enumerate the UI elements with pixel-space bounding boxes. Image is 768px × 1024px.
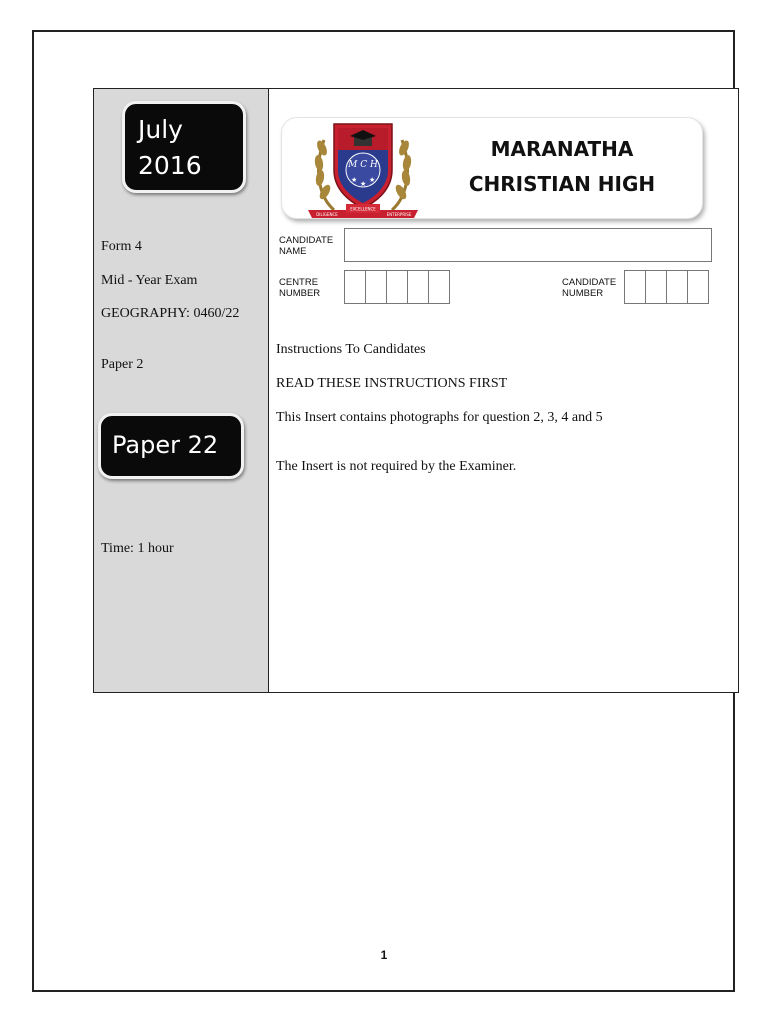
centre-digit-box[interactable]	[408, 270, 429, 304]
form-label: Form 4	[101, 239, 142, 254]
school-name-line1: MARANATHA	[490, 137, 634, 161]
centre-digit-box[interactable]	[366, 270, 387, 304]
time-label: Time: 1 hour	[101, 541, 174, 556]
instructions-read-first: READ THESE INSTRUCTIONS FIRST	[276, 376, 508, 391]
candidate-digit-box[interactable]	[688, 270, 709, 304]
ribbon-enterprise: ENTERPRISE	[386, 212, 412, 217]
page-number: 1	[380, 948, 388, 962]
instructions-line-1: This Insert contains photographs for question 2, 3, 4 and 5	[276, 410, 603, 425]
date-year: 2016	[138, 151, 202, 180]
instructions-line-2: The Insert is not required by the Examiner.	[276, 459, 517, 474]
ribbon-excellence: EXCELLENCE	[350, 206, 376, 212]
instructions-heading: Instructions To Candidates	[276, 342, 426, 357]
candidate-digit-box[interactable]	[624, 270, 646, 304]
sidebar	[94, 89, 269, 692]
crest-monogram: M C H	[348, 160, 378, 170]
school-name-line2: CHRISTIAN HIGH	[468, 172, 656, 196]
candidate-digit-box[interactable]	[667, 270, 688, 304]
candidate-number-label: CANDIDATE NUMBER	[562, 277, 617, 299]
candidate-number-field[interactable]	[624, 270, 709, 304]
date-badge	[122, 101, 246, 193]
centre-number-label: CENTRE NUMBER	[279, 277, 321, 299]
subject-label: GEOGRAPHY: 0460/22	[101, 306, 240, 321]
centre-number-field[interactable]	[344, 270, 450, 304]
cover-panel	[93, 88, 739, 693]
centre-digit-box[interactable]	[344, 270, 366, 304]
candidate-name-field[interactable]	[344, 228, 712, 262]
svg-text:★: ★	[351, 176, 358, 184]
school-header-card	[281, 117, 703, 219]
paper-label: Paper 2	[101, 357, 144, 372]
centre-digit-box[interactable]	[429, 270, 450, 304]
paper-badge: Paper 22	[98, 413, 244, 479]
school-crest-logo	[304, 118, 422, 222]
ribbon-diligence: DILIGENCE	[316, 212, 338, 217]
centre-digit-box[interactable]	[387, 270, 408, 304]
candidate-name-label: CANDIDATE NAME	[279, 235, 334, 257]
main-area	[269, 89, 738, 692]
svg-text:★: ★	[360, 180, 367, 188]
exam-label: Mid - Year Exam	[101, 273, 198, 288]
svg-text:★: ★	[369, 176, 376, 184]
candidate-digit-box[interactable]	[646, 270, 667, 304]
date-month: July	[138, 115, 183, 144]
school-name	[452, 132, 672, 202]
